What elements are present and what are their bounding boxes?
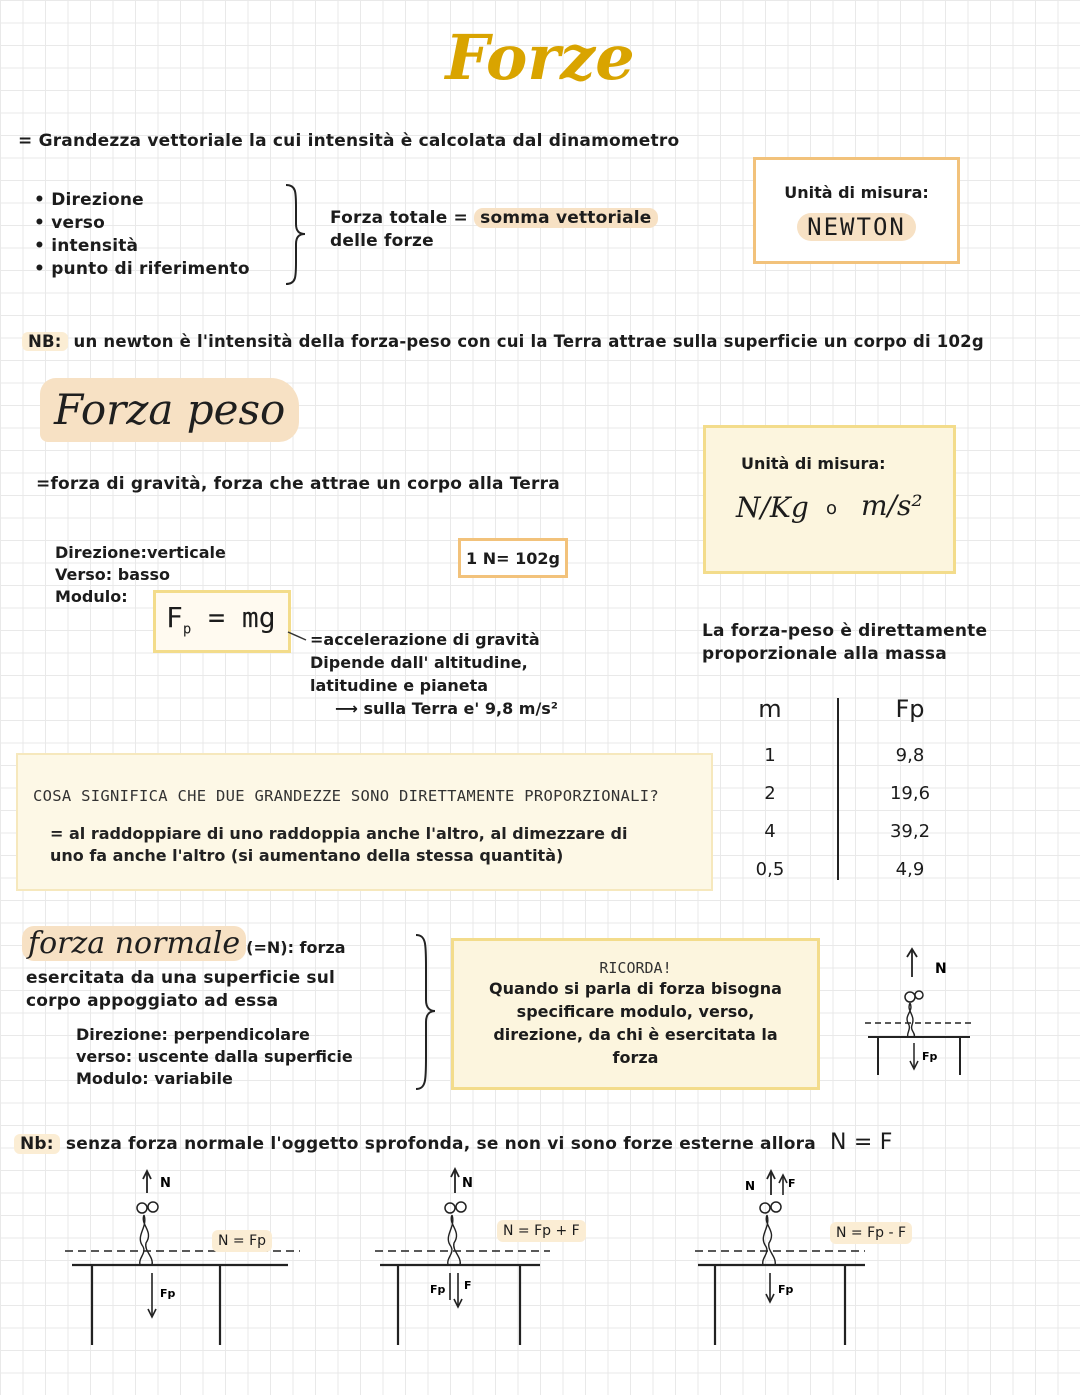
section-heading-forza-peso: Forza peso <box>40 378 299 442</box>
list-item: • verso <box>34 212 250 235</box>
forza-normale-heading: forza normale (=N): forza <box>22 926 345 961</box>
equation-3: N = Fp - F <box>830 1222 912 1244</box>
table-header: m <box>758 695 782 723</box>
equivalence-box: 1 N= 102g <box>458 538 568 578</box>
unit-box-newton: Unità di misura: NEWTON <box>753 157 960 264</box>
svg-text:Fp: Fp <box>430 1283 446 1296</box>
vase-diagram-1 <box>60 1165 300 1365</box>
forza-peso-properties: Direzione:verticale Verso: basso Modulo: <box>55 543 226 606</box>
svg-text:Fp: Fp <box>922 1050 938 1063</box>
total-force-note: Forza totale = somma vettoriale delle forze <box>330 207 658 253</box>
svg-text:Fp: Fp <box>160 1287 176 1300</box>
forces-definition: = Grandezza vettoriale la cui intensità è calcolata dal dinamometro <box>18 131 680 151</box>
ricorda-box: RICORDA! Quando si parla di forza bisogna specificare modulo, verso, direzione, da chi è esercitata la forza <box>451 938 820 1090</box>
vase-diagram-3 <box>690 1165 890 1365</box>
gravity-explanation: =accelerazione di gravità Dipende dall' altitudine, latitudine e pianeta ⟶ sulla Terra e' 9,8 m/s² <box>310 630 558 718</box>
brace-icon <box>410 932 440 1092</box>
table-cell: 2 <box>764 783 776 804</box>
unit-box-peso: Unità di misura: N/Kg o m/s² <box>703 425 956 574</box>
brace-icon <box>280 182 310 287</box>
svg-text:Fp: Fp <box>778 1283 794 1296</box>
answer: = al raddoppiare di uno raddoppia anche l'altro, al dimezzare di uno fa anche l'altro (si aumentano della stessa quantità) <box>50 824 628 865</box>
proportional-statement: La forza-peso è direttamente proporzionale alla massa <box>702 621 988 664</box>
unit-b: m/s² <box>861 489 923 522</box>
equation-1: N = Fp <box>212 1230 272 1252</box>
table-cell: 9,8 <box>895 745 925 766</box>
vase-diagram-small <box>860 945 980 1085</box>
table-cell: 4,9 <box>895 859 925 880</box>
svg-text:N: N <box>462 1176 473 1191</box>
characteristics-list <box>34 189 250 281</box>
svg-text:F: F <box>464 1279 472 1292</box>
list-item: • Direzione <box>34 189 250 212</box>
page-title: Forze <box>445 21 635 94</box>
table-cell: 19,6 <box>889 783 931 804</box>
forza-peso-definition: =forza di gravità, forza che attrae un corpo alla Terra <box>36 474 560 494</box>
table-cell: 4 <box>764 821 776 842</box>
table-divider <box>837 698 839 880</box>
equation-2: N = Fp + F <box>497 1220 586 1242</box>
forza-normale-definition: esercitata da una superficie sul corpo appoggiato ad essa <box>26 968 336 1011</box>
question: COSA SIGNIFICA CHE DUE GRANDEZZE SONO DIRETTAMENTE PROPORZIONALI? <box>33 787 660 805</box>
nb-normale: Nb: senza forza normale l'oggetto sprofonda, se non vi sono forze esterne allora N = F <box>14 1131 893 1156</box>
table-cell: 39,2 <box>889 821 931 842</box>
connector-line <box>286 630 310 644</box>
svg-text:N: N <box>935 961 947 977</box>
list-item: • punto di riferimento <box>34 258 250 281</box>
list-item: • intensità <box>34 235 250 258</box>
table-cell: 0,5 <box>755 859 785 880</box>
unit-a: N/Kg <box>736 491 809 524</box>
question-box <box>16 753 713 891</box>
highlight: somma vettoriale <box>474 208 657 228</box>
forza-normale-properties: Direzione: perpendicolare verso: uscente dalla superficie Modulo: variabile <box>76 1025 353 1088</box>
formula-box <box>153 590 291 653</box>
table-header: Fp <box>895 695 925 723</box>
svg-text:F: F <box>788 1177 796 1190</box>
table-cell: 1 <box>764 745 776 766</box>
vase-diagram-2 <box>370 1165 570 1365</box>
unit-or: o <box>826 498 838 519</box>
proportion-table <box>740 690 940 885</box>
formula: $F_p$ = mg <box>166 601 276 638</box>
nb-newton: NB: un newton è l'intensità della forza-peso con cui la Terra attrae sulla superficie un corpo di 102g <box>22 330 984 353</box>
svg-text:N: N <box>745 1179 756 1193</box>
svg-text:N: N <box>160 1176 171 1191</box>
arrow-icon: ⟶ <box>335 699 358 718</box>
unit-value: NEWTON <box>756 212 957 242</box>
